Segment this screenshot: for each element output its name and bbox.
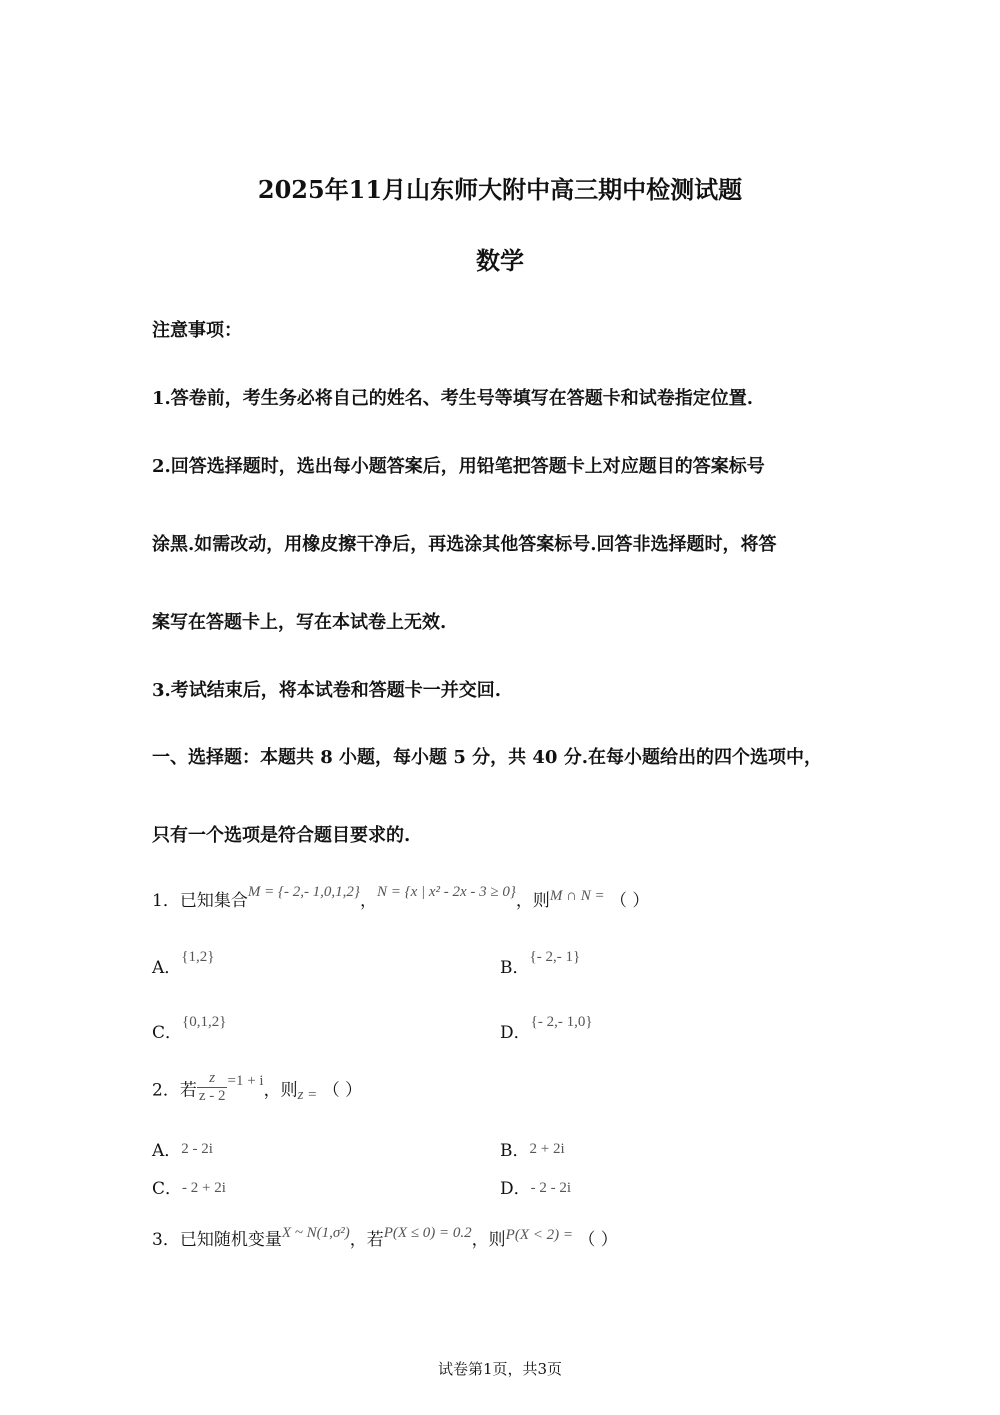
question-1-answer-blank: （ ） <box>610 891 650 911</box>
question-1-comma: ， <box>359 891 377 911</box>
question-3-if: ，若 <box>349 1230 384 1250</box>
question-1-then: ，则 <box>515 891 550 911</box>
option-label: A． <box>152 1141 182 1161</box>
option-label: D． <box>500 1023 531 1043</box>
option-value: {0,1,2} <box>182 1014 227 1030</box>
question-2-answer-blank: （ ） <box>322 1080 363 1101</box>
fraction-numerator: z <box>197 1070 228 1088</box>
question-1-option-b[interactable] <box>500 949 581 978</box>
question-2-rhs: =1 + i <box>227 1073 264 1090</box>
section-1-instructions-line-1: 一、选择题：本题共 8 小题，每小题 5 分，共 40 分.在每小题给出的四个选项中， <box>152 747 822 768</box>
section-1-instructions-line-2: 只有一个选项是符合题目要求的. <box>152 825 411 846</box>
question-2-option-a[interactable] <box>152 1136 213 1161</box>
question-1-expression: M ∩ N = <box>549 888 605 904</box>
option-value: - 2 - 2i <box>530 1180 572 1196</box>
question-3-prefix: 3．已知随机变量 <box>152 1230 282 1250</box>
question-2-expression: z = <box>297 1087 318 1104</box>
option-value: 2 + 2i <box>529 1141 565 1157</box>
question-3-then: ，则 <box>471 1230 506 1250</box>
question-2-option-b[interactable] <box>500 1136 565 1161</box>
option-label: C． <box>152 1179 183 1199</box>
question-2-then: ，则 <box>263 1080 298 1101</box>
notes-heading: 注意事项： <box>152 320 242 341</box>
question-3 <box>152 1225 618 1250</box>
option-value: {1,2} <box>181 949 215 965</box>
option-value: {- 2,- 1} <box>529 949 581 965</box>
notes-item-2-line-1: 2.回答选择题时，选出每小题答案后，用铅笔把答题卡上对应题目的答案标号 <box>152 456 765 477</box>
question-3-answer-blank: （ ） <box>578 1230 618 1250</box>
question-1-option-d[interactable] <box>500 1014 593 1043</box>
option-label: A． <box>152 958 182 978</box>
question-1-option-c[interactable] <box>152 1014 227 1043</box>
option-value: 2 - 2i <box>181 1141 213 1157</box>
question-2-option-c[interactable] <box>152 1174 226 1199</box>
question-2-option-d[interactable] <box>500 1174 571 1199</box>
option-value: {- 2,- 1,0} <box>530 1014 593 1030</box>
notes-item-2-line-2: 涂黑.如需改动，用橡皮擦干净后，再选涂其他答案标号.回答非选择题时，将答 <box>152 534 777 555</box>
question-1-prefix: 1．已知集合 <box>152 891 248 911</box>
fraction-denominator: z - 2 <box>198 1088 226 1105</box>
exam-title: 2025年11月山东师大附中高三期中检测试题 <box>257 175 743 204</box>
option-label: D． <box>500 1179 531 1199</box>
question-1-option-a[interactable] <box>152 949 215 978</box>
option-label: B． <box>500 958 530 978</box>
page-footer: 试卷第1页，共3页 <box>437 1360 563 1378</box>
option-value: - 2 + 2i <box>182 1180 226 1196</box>
notes-item-1: 1.答卷前，考生务必将自己的姓名、考生号等填写在答题卡和试卷指定位置. <box>152 388 754 409</box>
notes-item-3: 3.考试结束后，将本试卷和答题卡一并交回. <box>152 680 502 701</box>
question-1-set-n: N = {x | x² - 2x - 3 ≥ 0} <box>376 884 516 900</box>
option-label: B． <box>500 1141 530 1161</box>
question-3-distribution: X ~ N(1,σ²) <box>281 1225 350 1241</box>
question-1 <box>152 886 649 911</box>
question-2 <box>152 1070 362 1106</box>
question-3-condition: P(X ≤ 0) = 0.2 <box>383 1225 472 1241</box>
question-1-set-m: M = {- 2,- 1,0,1,2} <box>247 884 360 900</box>
question-2-prefix: 2．若 <box>152 1080 197 1101</box>
notes-item-2-line-3: 案写在答题卡上，写在本试卷上无效. <box>152 612 447 633</box>
question-2-fraction <box>197 1070 228 1106</box>
option-label: C． <box>152 1023 183 1043</box>
exam-subject: 数学 <box>476 246 524 275</box>
question-3-expression: P(X < 2) = <box>505 1227 573 1243</box>
